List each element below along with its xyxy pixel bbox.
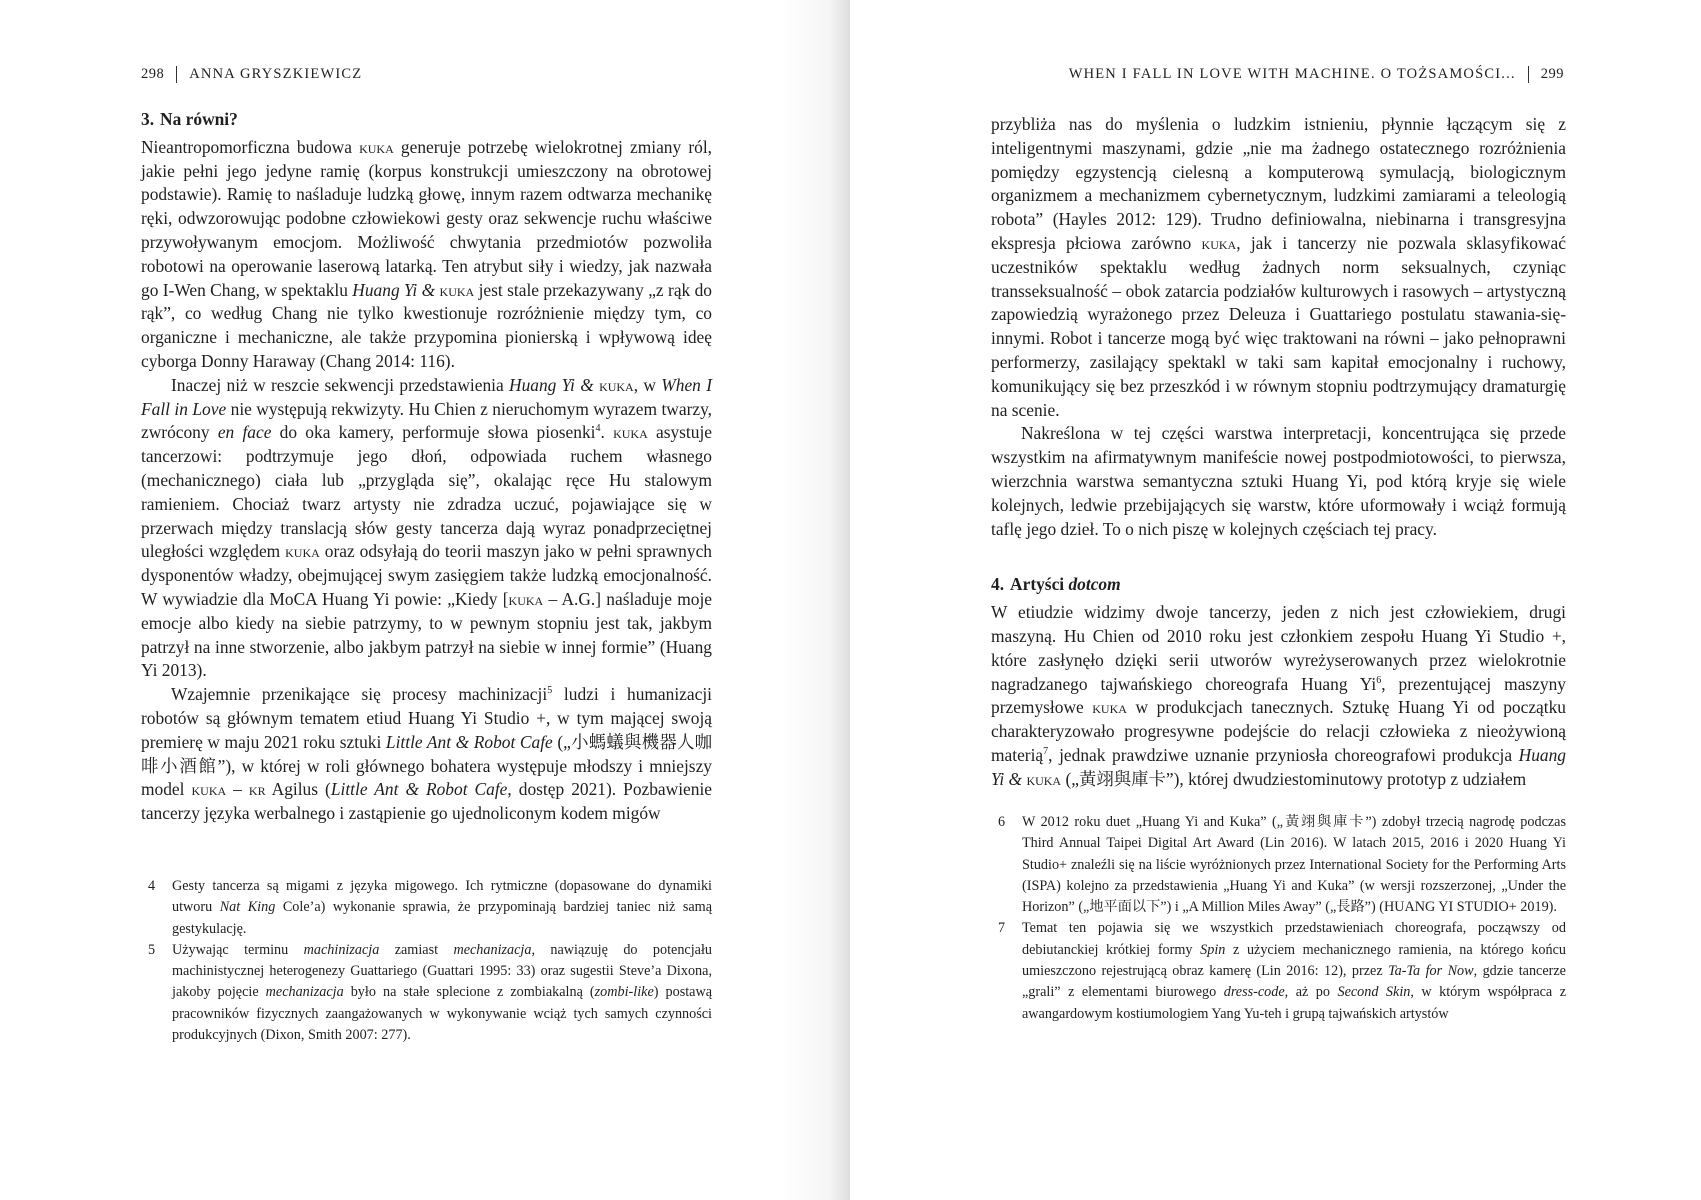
italic-run: Huang Yi & (509, 374, 600, 395)
small-caps-run: kuka – kr (191, 779, 266, 800)
small-caps-run: kuka (599, 374, 634, 395)
running-title: WHEN I FALL IN LOVE WITH MACHINE. O TOŻSAMOŚCI... (1068, 66, 1516, 82)
italic-run: Huang Yi & (352, 279, 440, 300)
italic-run: Little Ant & Robot Cafe (385, 731, 553, 752)
page-number: 298 (141, 66, 165, 82)
left-page (0, 0, 850, 1200)
header-divider (176, 66, 177, 83)
footnote-number: 7 (998, 920, 1006, 937)
small-caps-run: kuka (1201, 232, 1237, 253)
paragraph: przybliża nas do myślenia o ludzkim istnieniu, płynnie łączącym się z inteligentnymi maszynami, gdzie „nie ma żadnego ostatecznego rozróżnienia pomiędzy egzystencją cielesną a komputerową symulacją, biologicznym organizmem a mechanizmem cybernetycznym, ludzkimi zamiarami a teleologią robota” (Hayles 2012: 129). Trudno definiowalna, niebinarna i transgresyjna ekspresja płciowa zarówno kuka, jak i tancerzy nie pozwala sklasyfikować uczestników spektaklu według żadnych norm seksualnych, czyniąc transseksualność – obok zatarcia podziałów kulturowych i rasowych – artystyczną zapowiedzią wyrażonego przez Deleuza i Guattariego postulatu stawania-się-innymi. Robot i tancerze mogą być więc traktowani na równi – jako pełnoprawni performerzy, zasilający spektakl w taki sam kapitał emocjonalny i ruchowy, komunikujący się bez przeszkód i w równym stopniu podtrzymujący dramaturgię na scenie. (991, 114, 1566, 420)
paragraph: Nakreślona w tej części warstwa interpretacji, koncentrująca się przede wszystkim na afirmatywnym manifeście nowej postpodmiotowości, to pierwsza, wierzchnia warstwa semantyczna sztuki Huang Yi, pod którą kryje się wiele kolejnych, ledwie przebijających się warstw, które uformowały i wciąż formują taflę jego dzieł. To o nich piszę w kolejnych częściach tej pracy. (991, 423, 1566, 539)
small-caps-run: kuka (1092, 697, 1127, 718)
footnote-ref: 6 (1376, 674, 1382, 686)
italic-run: Second Skin (1337, 984, 1411, 1001)
italic-run: Nat King (219, 899, 276, 916)
footnote (998, 918, 1566, 1024)
footnote-text: Temat ten pojawia się we wszystkich przedstawieniach choreografa, począwszy od debiutanckiej krótkiej formy Spin z użyciem mechanicznego ramienia, na którego końcu umieszczono rejestrującą obraz kamerę (Lin 2016: 12), przez Ta-Ta for Now, gdzie tancerze „grali” z elementami biurowego dress-code, aż po Second Skin, w którym współpraca z awangardowym kostiumologiem Yang Yu-teh i grupą tajwańskich artystów (1022, 920, 1566, 1022)
small-caps-run: kuka (285, 541, 320, 562)
right-page (850, 0, 1701, 1200)
footnote-number: 5 (148, 941, 156, 958)
section-title: Na równi? (160, 109, 238, 129)
footnote (148, 876, 712, 940)
footnotes-left (148, 876, 712, 1046)
running-head-right (1069, 66, 1564, 83)
italic-run: machinizacja (303, 941, 380, 958)
section-heading (991, 573, 1566, 597)
section-title: Artyści (1010, 574, 1069, 595)
footnote-number: 6 (998, 814, 1006, 830)
italic-run: zombi-like (594, 984, 654, 1001)
italic-run: Little Ant & Robot Cafe (330, 779, 508, 800)
section-number: 4. (991, 574, 1005, 595)
small-caps-run: kuka (359, 136, 394, 157)
footnote-number: 4 (148, 878, 156, 894)
footnote-text: Gesty tancerza są migami z języka migowego. Ich rytmiczne (dopasowane do dynamiki utworu Nat King Cole’a) wykonanie sprawia, że przypominają bardziej taniec niż samą gestykulację. (172, 878, 712, 937)
footnote-text: W 2012 roku duet „Huang Yi and Kuka” („黃翊與庫卡”) zdobył trzecią nagrodę podczas Third Annual Taipei Digital Art Award (Lin 2016). W latach 2015, 2016 i 2020 Huang Yi Studio+ znaleźli się na liście wyróżnionych przez International Society for the Performing Arts (ISPA) kolejno za przedstawienia „Huang Yi and Kuka” (w wersji rozszerzonej, „Under the Horizon” („地平面以下”) i „A Million Miles Away” („長路”) (HUANG YI STUDIO+ 2019). (1022, 814, 1566, 916)
italic-run: mechanizacja (453, 941, 532, 958)
italic-run: en face (217, 422, 272, 443)
paragraph: Inaczej niż w reszcie sekwencji przedstawienia Huang Yi & kuka, w When I Fall in Love nie występują rekwizyty. Hu Chien z nieruchomym wyrazem twarzy, zwrócony en face do oka kamery, performuje słowa piosenki$^4$. kuka asystuje tancerzowi: podtrzymuje jego dłoń, odpowiada ruchem własnego (mechanicznego) ciała lub „przygląda się”, okalając ręce Hu stalowym ramieniem. Chociaż twarz artysty nie zdradza uczuć, pojawiające się w przerwach między translacją słów gesty tancerza dają wyraz ponadprzeciętnej uległości względem kuka oraz odsyłają do teorii maszyn jako w pełni sprawnych dysponentów władzy, obejmującej swym zasięgiem także ludzką emocjonalność. W wywiadzie dla MoCA Huang Yi powie: „Kiedy [kuka – A.G.] naśladuje moje emocje albo kiedy na siebie patrzymy, to w pewnym stopniu jest tak, jakbym patrzył na inne stworzenie, albo jakbym patrzył na siebie w innej formie” (Huang Yi 2013). (141, 374, 713, 681)
footnote-ref: 5 (547, 685, 553, 697)
paragraph: W etiudzie widzimy dwoje tancerzy, jeden z nich jest człowiekiem, drugi maszyną. Hu Chien od 2010 roku jest członkiem zespołu Huang Yi Studio +, które zasłynęło dzięki serii utworów wyreżyserowanych przez wielokrotnie nagradzanego tajwańskiego choreografa Huang Yi$^6$, prezentującej maszyny przemysłowe kuka w produkcjach tanecznych. Sztukę Huang Yi od początku charakteryzowało progresywne podejście do relacji człowieka z nieożywioną materią$^7$, jednak prawdziwe uznanie przyniosła choreografowi produkcja Huang Yi & kuka („黃翊與庫卡”), której dwudziestominutowy prototyp z udziałem (991, 602, 1566, 789)
section-heading (141, 108, 712, 132)
main-text-left (141, 108, 712, 826)
header-divider (1528, 66, 1529, 83)
footnotes-right (998, 812, 1566, 1025)
footnote (998, 812, 1566, 918)
footnote (148, 940, 712, 1046)
italic-run: Spin (1200, 941, 1226, 958)
running-head-left (141, 66, 362, 83)
footnote-ref: 4 (595, 423, 601, 435)
page-number: 299 (1540, 66, 1564, 82)
italic-run: Ta-Ta for Now (1388, 963, 1474, 980)
main-text-right (991, 113, 1566, 792)
author-name: ANNA GRYSZKIEWICZ (189, 66, 363, 82)
small-caps-run: kuka (508, 588, 544, 609)
footnote-ref: 7 (1043, 746, 1049, 758)
italic-run: dress-code (1223, 984, 1285, 1001)
small-caps-run: kuka (1026, 768, 1062, 789)
footnote-text: Używając terminu machinizacja zamiast mechanizacja, nawiązuję do potencjału machinistycznej heterogenezy Guattariego (Guattari 1995: 33) oraz sugestii Steve’a Dixona, jakoby pojęcie mechanizacja było na stałe splecione z zombiakalną (zombi-like) postawą pracowników fizycznych zaangażowanych w wykonywanie wciąż tych samych czynności produkcyjnych (Dixon, Smith 2007: 277). (172, 941, 713, 1044)
italic-run: Huang Yi & (991, 744, 1566, 789)
small-caps-run: kuka (613, 422, 648, 443)
italic-run: When I Fall in Love (141, 374, 712, 419)
paragraph: Nieantropomorficzna budowa kuka generuje potrzebę wielokrotnej zmiany ról, jakie pełni jego jedyne ramię (korpus konstrukcji umieszczony na obrotowej podstawie). Ramię to naśladuje ludzką głowę, innym razem odtwarza mechanikę ręki, odwzorowując podobne człowiekowi gesty oraz sekwencje ruchu właściwe przywoływanym emocjom. Możliwość chwytania przedmiotów pozwoliła robotowi na operowanie laserową latarką. Ten atrybut siły i wiedzy, jak nazwała go I-Wen Chang, w spektaklu Huang Yi & kuka jest stale przekazywany „z rąk do rąk”, co według Chang nie tylko kwestionuje rozróżnienie między tym, co organiczne i mechaniczne, ale także przypomina pionierską i wpływową ideę cyborga Donny Haraway (Chang 2014: 116). (141, 136, 713, 371)
small-caps-run: kuka (439, 279, 475, 300)
italic-run: mechanizacja (265, 984, 344, 1001)
paragraph: Wzajemnie przenikające się procesy machinizacji$^5$ ludzi i humanizacji robotów są głównym tematem etiud Huang Yi Studio +, w tym mającej swoją premierę w maju 2021 roku sztuki Little Ant & Robot Cafe („小螞蟻與機器人咖啡小酒館”), w której w roli głównego bohatera występuje młodszy i mniejszy model kuka – kr Agilus (Little Ant & Robot Cafe, dostęp 2021). Pozbawienie tancerzy języka werbalnego i zastąpienie go ujednoliconym kodem migów (141, 684, 712, 824)
section-title-italic: dotcom (1068, 574, 1121, 595)
section-number: 3. (141, 109, 155, 129)
